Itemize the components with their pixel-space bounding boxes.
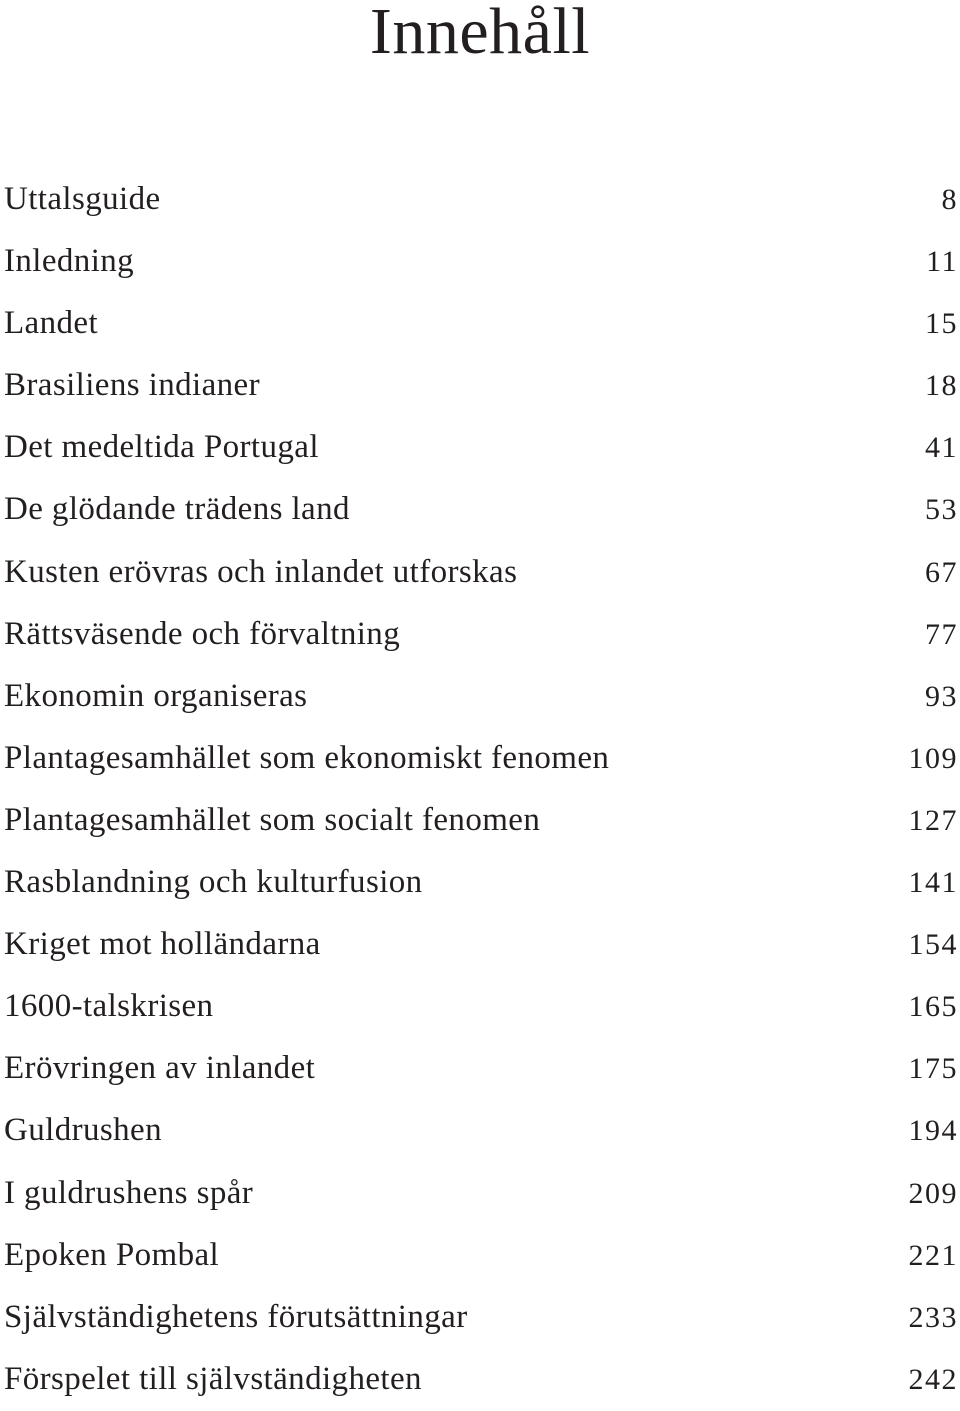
toc-entry [0,292,960,354]
toc-entry-title: Ekonomin organiseras [4,677,308,714]
toc-entry-title: Guldrushen [4,1112,162,1149]
toc-entry [0,1286,960,1348]
toc-entry-title: Plantagesamhället som ekonomiskt fenomen [4,739,610,776]
table-of-contents [0,168,960,1410]
toc-entry-title: Kriget mot holländarna [4,926,321,963]
toc-entry-title: Plantagesamhället som socialt fenomen [4,801,541,838]
toc-entry-page-number: 194 [908,1114,958,1148]
toc-entry-page-number: 8 [941,183,958,216]
toc-entry-title: Erövringen av inlandet [4,1050,316,1087]
toc-entry-page-number: 11 [926,245,958,279]
toc-entry-page-number: 154 [908,928,958,962]
toc-entry-title: 1600-talskrisen [4,988,214,1025]
toc-entry-page-number: 93 [925,679,958,713]
toc-entry [0,851,960,913]
toc-entry-page-number: 233 [908,1300,958,1334]
toc-entry-title: Inledning [4,243,135,280]
toc-entry-page-number: 53 [925,493,958,527]
toc-entry-page-number: 175 [908,1052,958,1086]
toc-entry-page-number: 242 [908,1362,958,1396]
toc-entry [0,1162,960,1224]
toc-entry-title: Förspelet till självständigheten [4,1360,422,1397]
toc-entry [0,1348,960,1410]
toc-entry-title: Rasblandning och kulturfusion [4,864,423,901]
toc-entry [0,727,960,789]
toc-entry-page-number: 67 [925,555,958,589]
toc-entry-title: Uttalsguide [4,181,161,217]
toc-entry-page-number: 221 [908,1238,958,1272]
toc-entry-page-number: 18 [925,369,958,403]
toc-entry [0,1224,960,1286]
toc-entry-page-number: 15 [925,307,958,341]
toc-entry [0,541,960,603]
toc-entry [0,665,960,727]
toc-entry [0,478,960,540]
toc-entry-page-number: 209 [908,1176,958,1210]
toc-entry-title: Kusten erövras och inlandet utforskas [4,553,518,590]
toc-entry [0,354,960,416]
toc-entry [0,416,960,478]
toc-entry-page-number: 127 [908,803,958,837]
toc-entry [0,913,960,975]
toc-entry-title: I guldrushens spår [4,1174,254,1211]
toc-entry-page-number: 141 [908,866,958,900]
toc-entry [0,1037,960,1099]
toc-entry-title: Självständighetens förutsättningar [4,1298,468,1335]
toc-entry-page-number: 165 [908,990,958,1024]
toc-entry [0,603,960,665]
toc-entry [0,789,960,851]
toc-entry-title: Landet [4,305,99,342]
toc-entry [0,230,960,292]
toc-entry-title: Det medeltida Portugal [4,429,319,466]
toc-entry-page-number: 77 [925,617,958,651]
toc-entry [0,168,960,230]
toc-entry-title: De glödande trädens land [4,491,350,528]
toc-entry [0,975,960,1037]
toc-entry-page-number: 109 [908,741,958,775]
toc-entry-title: Rättsväsende och förvaltning [4,615,401,652]
toc-entry [0,1099,960,1161]
toc-entry-page-number: 41 [925,431,958,465]
toc-entry-title: Epoken Pombal [4,1236,220,1273]
toc-entry-title: Brasiliens indianer [4,367,260,404]
page-title: Innehåll [369,0,591,68]
